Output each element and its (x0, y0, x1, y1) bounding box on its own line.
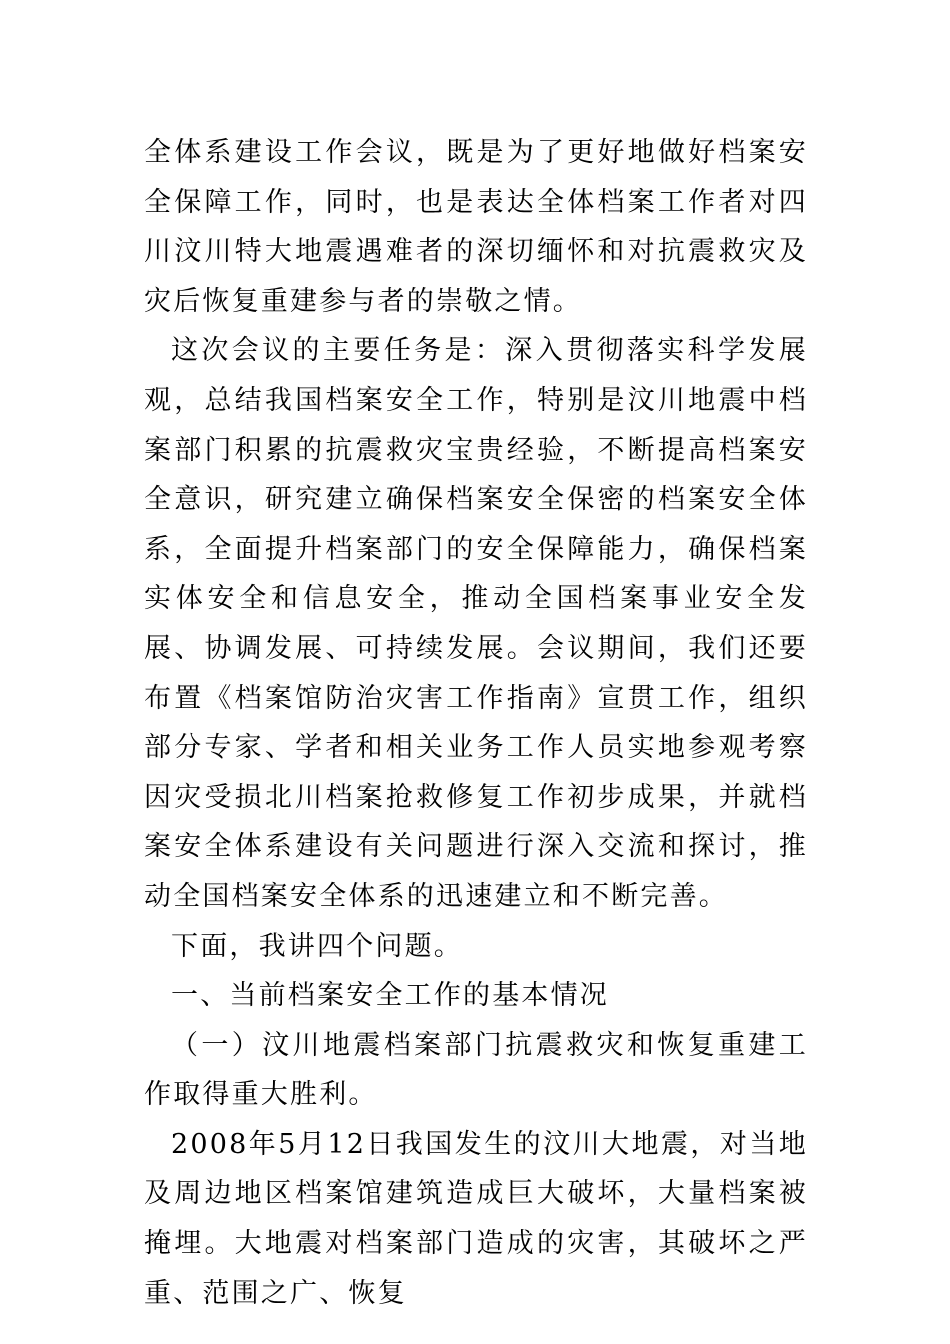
paragraph-intro-four-issues: 下面，我讲四个问题。 (171, 930, 463, 962)
document-body (144, 128, 808, 1318)
paragraph-meeting-tasks: 这次会议的主要任务是：深入贯彻落实科学发展观，总结我国档案安全工作，特别是汶川地震中档案部门积累的抗震救灾宝贵经验，不断提高档案安全意识，研究建立确保档案安全保密的档案安全体系，全面提升档案部门的安全保障能力，确保档案实体安全和信息安全，推动全国档案事业安全发展、协调发展、可持续发展。会议期间，我们还要布置《档案馆防治灾害工作指南》宣贯工作，组织部分专家、学者和相关业务工作人员实地参观考察因灾受损北川档案抢救修复工作初步成果，并就档案安全体系建设有关问题进行深入交流和探讨，推动全国档案安全体系的迅速建立和不断完善。 (144, 335, 808, 912)
paragraph-earthquake: 2008年5月12日我国发生的汶川大地震，对当地及周边地区档案馆建筑造成巨大破坏，大量档案被掩埋。大地震对档案部门造成的灾害，其破坏之严重、范围之广、恢复 (144, 1128, 808, 1309)
paragraph-continuation: 全体系建设工作会议，既是为了更好地做好档案安全保障工作，同时，也是表达全体档案工作者对四川汶川特大地震遇难者的深切缅怀和对抗震救灾及灾后恢复重建参与者的崇敬之情。 (144, 137, 808, 317)
section-heading-1: 一、当前档案安全工作的基本情况 (171, 980, 609, 1012)
subsection-heading-1: （一）汶川地震档案部门抗震救灾和恢复重建工作取得重大胜利。 (144, 1029, 808, 1111)
